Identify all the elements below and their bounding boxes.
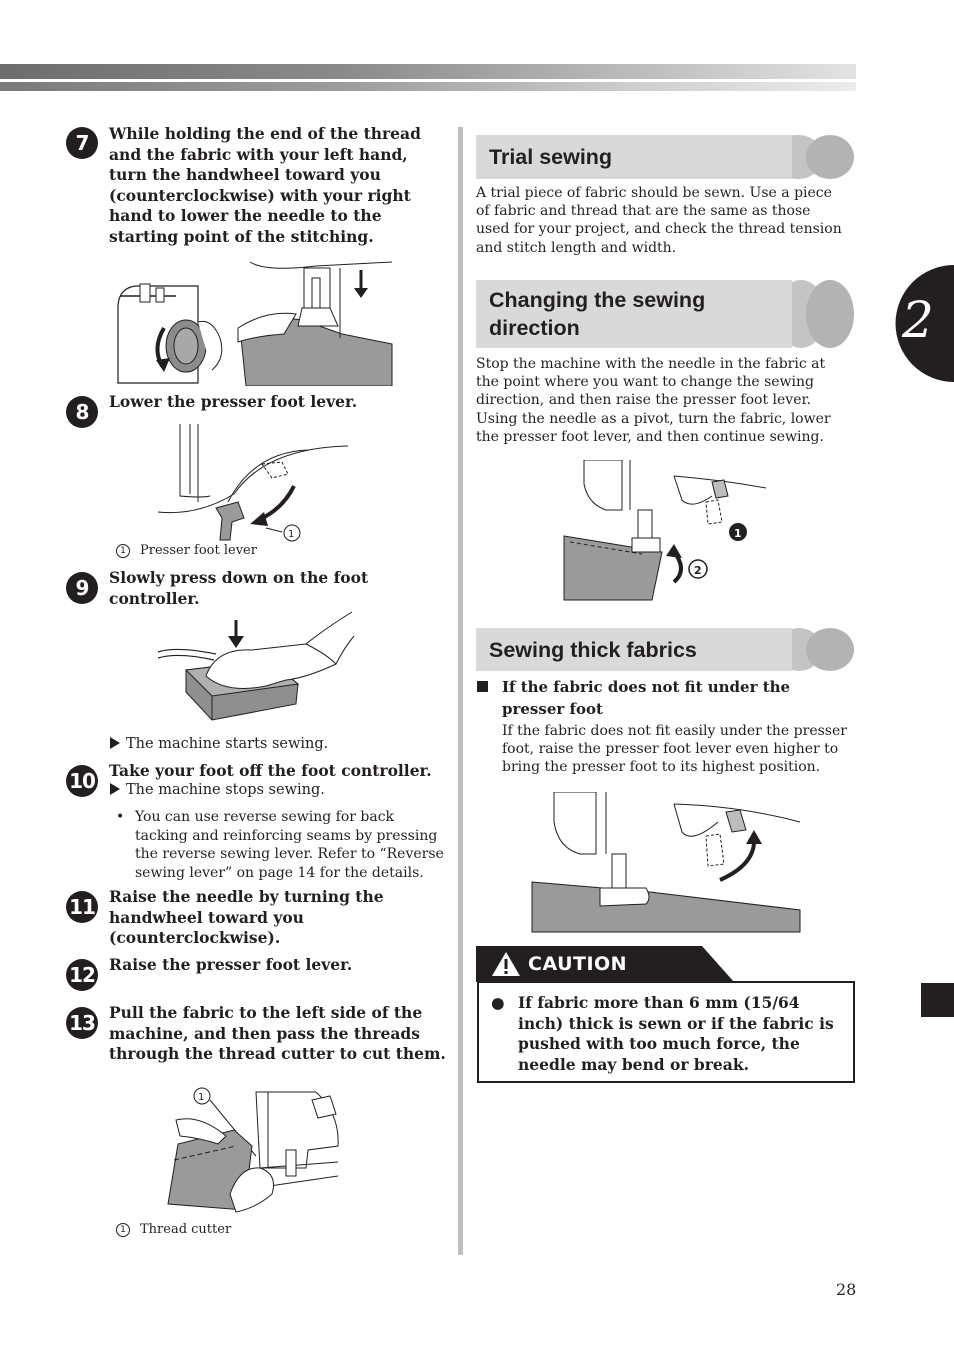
- step-9-number: 9: [66, 572, 98, 604]
- raised-foot-illustration: [530, 792, 802, 934]
- result-arrow-icon: [110, 737, 120, 749]
- result-arrow-icon: [110, 783, 120, 795]
- step-8-number: 8: [66, 396, 98, 428]
- header-stripe: [0, 64, 856, 92]
- step-11-text: Raise the needle by turning the handwheel toward you (counterclockwise).: [109, 887, 384, 947]
- caution-text: ● If fabric more than 6 mm (15/64 inch) thick is sewn or if the fabric is pushed with too much force, the needle may bend or break.: [491, 993, 834, 1074]
- step-7-number: 7: [66, 127, 98, 159]
- callout-1-label: 1: [288, 529, 295, 540]
- callout-2-label: 2: [694, 564, 702, 577]
- step-10-number: 10: [66, 765, 98, 797]
- presser-foot-lever-illustration: [158, 424, 352, 542]
- step-7-text: While holding the end of the thread and the fabric with your left hand, turn the handwheel toward you (counterclockwise) with your right hand to lower the needle to the starting point of the stitching.: [109, 124, 421, 246]
- thread-cutter-caption: 1 Thread cutter: [116, 1222, 231, 1238]
- callout-1-label: 1: [198, 1092, 205, 1103]
- step-11-number: 11: [66, 891, 98, 923]
- changing-direction-heading: Changing the sewing direction: [476, 280, 854, 348]
- section-marker: [921, 983, 954, 1017]
- step-8-text: Lower the presser foot lever.: [109, 392, 358, 411]
- thick-fabrics-heading: Sewing thick fabrics: [476, 628, 854, 671]
- step-9-text: Slowly press down on the foot controller.: [109, 568, 369, 608]
- presser-foot-lever-caption: 1 Presser foot lever: [116, 543, 257, 559]
- changing-direction-text: Stop the machine with the needle in the fabric at the point where you want to change the sewing direction, and then raise the presser foot lever. Using the needle as a pivot, turn the fabric, lower the presser foot lever, and then continue sewing.: [476, 356, 831, 445]
- callout-1-label: 1: [734, 527, 742, 540]
- pivot-illustration: [562, 460, 772, 602]
- foot-controller-illustration: [156, 608, 356, 724]
- thick-fabrics-subheading: If the fabric does not fit under the presser foot: [476, 676, 856, 720]
- page-number: 28: [836, 1280, 857, 1299]
- reverse-sewing-note: • You can use reverse sewing for back tacking and reinforcing seams by pressing the reverse sewing lever. Refer to “Reverse sewing lever” on page 14 for the details.: [116, 809, 444, 881]
- step-13-number: 13: [66, 1007, 98, 1039]
- step-10-result: The machine stops sewing.: [110, 781, 325, 800]
- thread-cutter-illustration: [160, 1084, 340, 1218]
- step-12-text: Raise the presser foot lever.: [109, 955, 353, 974]
- thick-fabrics-text: If the fabric does not fit easily under the presser foot, raise the presser foot lever even higher to bring the presser foot to its highest position.: [502, 723, 847, 776]
- step-12-number: 12: [66, 959, 98, 991]
- caution-label: CAUTION: [528, 953, 628, 975]
- step-13-text: Pull the fabric to the left side of the machine, and then pass the threads through the thread cutter to cut them.: [109, 1003, 446, 1063]
- trial-sewing-text: A trial piece of fabric should be sewn. Use a piece of fabric and thread that are the same as those used for your project, and check the thread tension and stitch length and width.: [476, 185, 842, 256]
- step-9-result: The machine starts sewing.: [110, 735, 328, 754]
- chapter-number: 2: [902, 291, 934, 349]
- column-divider: [458, 127, 463, 1255]
- trial-sewing-heading: Trial sewing: [476, 135, 854, 179]
- step-10-text: Take your foot off the foot controller.: [109, 761, 432, 780]
- handwheel-illustration: [116, 258, 394, 386]
